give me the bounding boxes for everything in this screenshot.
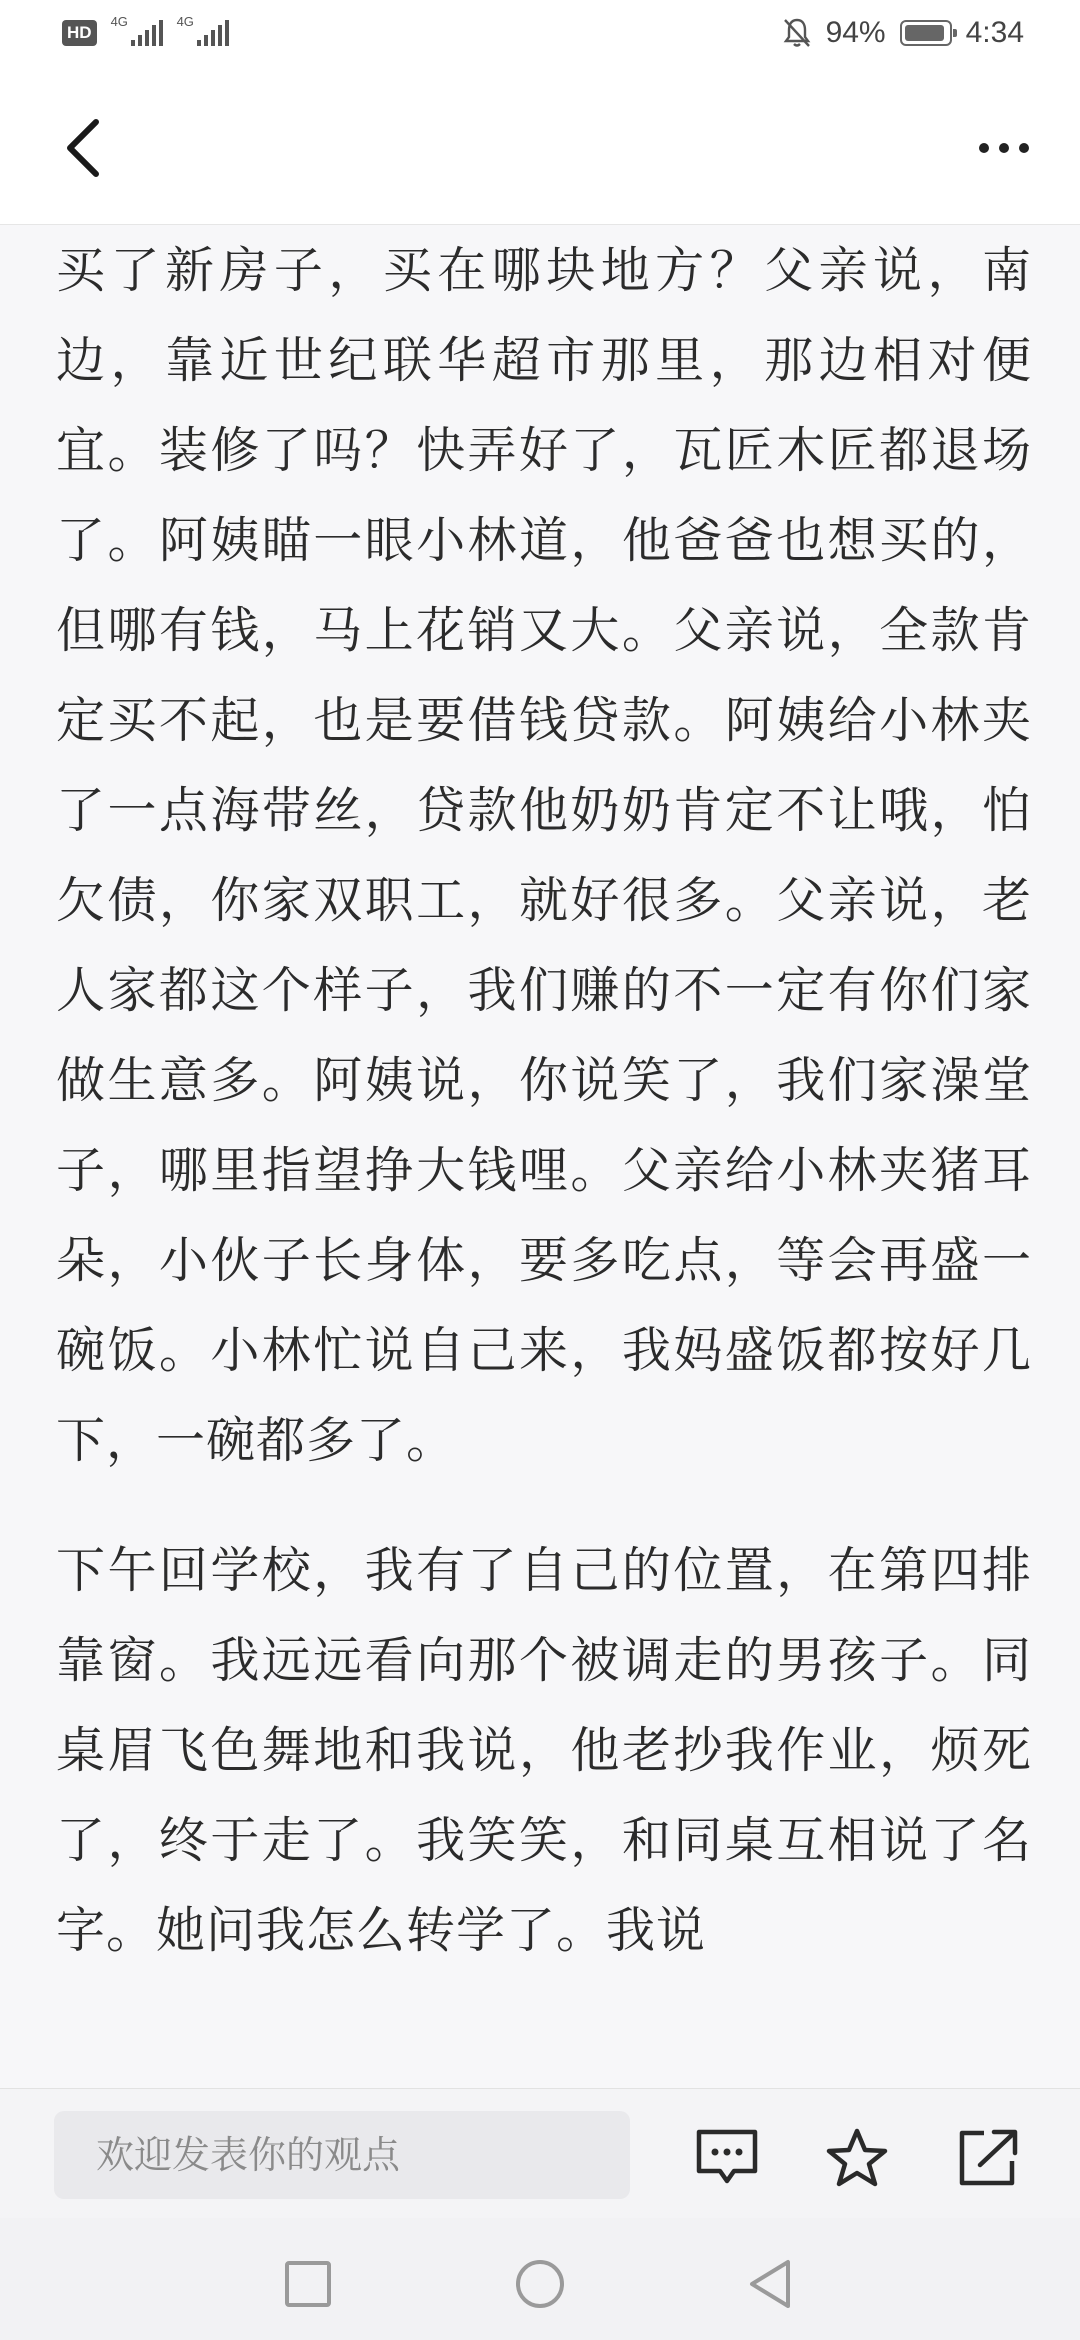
- battery-icon: [900, 20, 952, 46]
- more-dot: [999, 143, 1009, 153]
- more-dot: [1019, 143, 1029, 153]
- comment-input[interactable]: 欢迎发表你的观点: [54, 2111, 630, 2199]
- favorite-button[interactable]: [824, 2127, 890, 2189]
- more-options-button[interactable]: [966, 130, 1042, 166]
- battery-percent: 94%: [825, 16, 886, 49]
- hd-badge: HD: [62, 20, 97, 46]
- home-icon: [514, 2258, 566, 2310]
- article-paragraph: 买了新房子，买在哪块地方？父亲说，南边，靠近世纪联华超市那里，那边相对便宜。装修了吗？快弄好了，瓦匠木匠都退场了。阿姨瞄一眼小林道，他爸爸也想买的，但哪有钱，马上花销又大。父亲说，全款肯定买不起，也是要借钱贷款。阿姨给小林夹了一点海带丝，贷款他奶奶肯定不让哦，怕欠债，你家双职工，就好很多。父亲说，老人家都这个样子，我们赚的不一定有你们家做生意多。阿姨说，你说笑了，我们家澡堂子，哪里指望挣大钱哩。父亲给小林夹猪耳朵，小伙子长身体，要多吃点，等会再盛一碗饭。小林忙说自己来，我妈盛饭都按好几下，一碗都多了。: [56, 242, 1032, 1469]
- share-icon: [956, 2127, 1022, 2189]
- status-right: [782, 16, 1024, 50]
- back-arrow-icon: [56, 116, 116, 180]
- recent-apps-icon: [282, 2258, 334, 2310]
- back-button[interactable]: [56, 116, 116, 180]
- battery-fill: [905, 25, 944, 41]
- status-left: [62, 14, 229, 46]
- signal-icon-2: [176, 14, 229, 46]
- back-triangle-icon: [744, 2258, 796, 2310]
- signal-2-label: 4G: [176, 14, 194, 29]
- clock: 4:34: [965, 16, 1024, 49]
- share-button[interactable]: [956, 2127, 1022, 2189]
- bell-muted-icon: [782, 17, 812, 49]
- more-dots-icon: [979, 143, 989, 153]
- system-back-button[interactable]: [744, 2258, 796, 2310]
- article-paragraph: 下午回学校，我有了自己的位置，在第四排靠窗。我远远看向那个被调走的男孩子。同桌眉飞色舞地和我说，他老抄我作业，烦死了，终于走了。我笑笑，和同桌互相说了名字。她问我怎么转学了。我说: [56, 1542, 1032, 1959]
- signal-1-label: 4G: [110, 14, 128, 29]
- comment-bar: [0, 2088, 1080, 2219]
- comment-icon: [694, 2127, 760, 2189]
- recent-apps-button[interactable]: [282, 2258, 334, 2310]
- comment-button[interactable]: [694, 2127, 760, 2189]
- signal-icon-1: [110, 14, 163, 46]
- home-button[interactable]: [514, 2258, 566, 2310]
- article-body: [56, 226, 1032, 2088]
- status-bar: [0, 0, 1080, 72]
- top-app-bar: [0, 72, 1080, 225]
- star-icon: [824, 2127, 890, 2189]
- system-nav-bar: [0, 2218, 1080, 2340]
